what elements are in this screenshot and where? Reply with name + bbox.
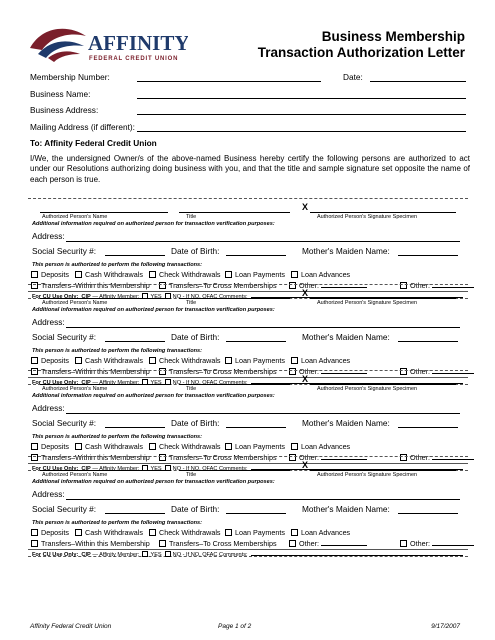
business-address-label: Business Address:: [30, 105, 99, 115]
checkbox[interactable]: [225, 357, 232, 364]
ofac-label: NO - If NO, OFAC Comments:: [172, 380, 248, 386]
checkbox[interactable]: [31, 357, 38, 364]
address-label: Address:: [32, 317, 65, 327]
authorized-transactions-heading: This person is authorized to perform the following transactions:: [32, 434, 203, 440]
checkbox[interactable]: [149, 443, 156, 450]
loan-payments-option[interactable]: Loan Payments: [225, 270, 285, 279]
ssn-label: Social Security #:: [32, 504, 97, 514]
maiden-name-label: Mother's Maiden Name:: [302, 332, 390, 342]
checkbox[interactable]: [159, 540, 166, 547]
signature-field[interactable]: [310, 298, 456, 299]
cip-member-text: — Affinity Member:: [92, 380, 140, 386]
check-withdrawals-option[interactable]: Check Withdrawals: [149, 528, 221, 537]
name-caption: Authorized Person's Name: [42, 386, 108, 392]
checkbox[interactable]: [289, 540, 296, 547]
checkbox[interactable]: [400, 540, 407, 547]
additional-info-heading: Additional information required on authorized person for transaction verification purposes:: [32, 307, 275, 313]
name-caption: Authorized Person's Name: [42, 214, 108, 220]
dob-label: Date of Birth:: [171, 418, 220, 428]
name-caption: Authorized Person's Name: [42, 300, 108, 306]
loan-payments-option[interactable]: Loan Payments: [225, 356, 285, 365]
ofac-label: NO - If NO, OFAC Comments:: [172, 466, 248, 472]
cip-label: CIP: [81, 380, 91, 386]
check-withdrawals-option[interactable]: Check Withdrawals: [149, 442, 221, 451]
loan-advances-option[interactable]: Loan Advances: [291, 356, 350, 365]
loan-advances-option[interactable]: Loan Advances: [291, 442, 350, 451]
ofac-label: NO - If NO, OFAC Comments:: [172, 294, 248, 300]
ssn-field[interactable]: [105, 341, 165, 342]
authorized-transactions-heading: This person is authorized to perform the following transactions:: [32, 520, 203, 526]
loan-advances-option[interactable]: Loan Advances: [291, 270, 350, 279]
dob-label: Date of Birth:: [171, 332, 220, 342]
title-caption: Title: [186, 214, 197, 220]
maiden-name-label: Mother's Maiden Name:: [302, 504, 390, 514]
date-label: Date:: [343, 72, 363, 82]
additional-info-heading: Additional information required on authorized person for transaction verification purposes:: [32, 221, 275, 227]
transfers-cross-option[interactable]: Transfers–To Cross Memberships: [159, 367, 277, 376]
check-withdrawals-option[interactable]: Check Withdrawals: [149, 356, 221, 365]
cash-withdrawals-option[interactable]: Cash Withdrawals: [75, 442, 143, 451]
check-withdrawals-option[interactable]: Check Withdrawals: [149, 270, 221, 279]
transfers-within-option[interactable]: Transfers–Within this Membership: [31, 453, 150, 462]
signature-caption: Authorized Person's Signature Specimen: [317, 300, 418, 306]
title-field[interactable]: [179, 384, 290, 385]
cash-withdrawals-option[interactable]: Cash Withdrawals: [75, 528, 143, 537]
address-field[interactable]: [66, 327, 460, 328]
cip-label: CIP: [81, 466, 91, 472]
ssn-label: Social Security #:: [32, 332, 97, 342]
yes-label: YES: [150, 552, 162, 558]
checkbox[interactable]: [31, 529, 38, 536]
footer-date: 9/17/2007: [431, 623, 460, 630]
ssn-field[interactable]: [105, 255, 165, 256]
mailing-address-row: [30, 119, 466, 136]
dob-label: Date of Birth:: [171, 504, 220, 514]
to-line: To: Affinity Federal Credit Union: [30, 138, 157, 148]
checkbox[interactable]: [225, 271, 232, 278]
signature-x-mark: X: [302, 202, 309, 212]
transfers-cross-option[interactable]: Transfers–To Cross Memberships: [159, 453, 277, 462]
membership-number-label: Membership Number:: [30, 72, 110, 82]
cu-use-only-row: [28, 549, 468, 558]
checkbox[interactable]: [75, 443, 82, 450]
title-field[interactable]: [179, 470, 290, 471]
business-address-field[interactable]: [137, 114, 466, 115]
signature-caption: Authorized Person's Signature Specimen: [317, 472, 418, 478]
title-caption: Title: [186, 386, 197, 392]
signature-field[interactable]: [310, 212, 456, 213]
transfers-within-option[interactable]: Transfers–Within this Membership: [31, 367, 150, 376]
checkbox[interactable]: [75, 357, 82, 364]
cash-withdrawals-option[interactable]: Cash Withdrawals: [75, 356, 143, 365]
business-name-row: [30, 86, 466, 103]
page-title: Business Membership Transaction Authorization Letter: [257, 29, 465, 60]
footer-page-number: Page 1 of 2: [218, 623, 252, 630]
other-option-2[interactable]: Other:: [400, 453, 474, 462]
yes-checkbox[interactable]: [142, 551, 148, 557]
signature-x-mark: X: [302, 288, 309, 298]
identity-row: [32, 332, 464, 344]
deposits-option[interactable]: Deposits: [31, 528, 69, 537]
address-field[interactable]: [66, 413, 460, 414]
business-name-field[interactable]: [137, 98, 466, 99]
checkbox[interactable]: [75, 271, 82, 278]
other-option-2[interactable]: Other:: [400, 539, 474, 548]
other-option-1[interactable]: Other:: [289, 539, 367, 548]
identity-row: [32, 246, 464, 258]
authorized-name-field[interactable]: [40, 212, 168, 213]
title-caption: Title: [186, 472, 197, 478]
other-option-2[interactable]: Other:: [400, 367, 474, 376]
address-label: Address:: [32, 403, 65, 413]
checkbox[interactable]: [75, 529, 82, 536]
footer-organization: Affinity Federal Credit Union: [30, 623, 112, 630]
maiden-name-field[interactable]: [398, 255, 458, 256]
maiden-name-label: Mother's Maiden Name:: [302, 418, 390, 428]
cip-member-text: — Affinity Member:: [92, 552, 140, 558]
other-option-1[interactable]: Other:: [289, 281, 367, 290]
deposits-option[interactable]: Deposits: [31, 356, 69, 365]
signature-x-mark: X: [302, 374, 309, 384]
intro-paragraph: I/We, the undersigned Owner/s of the above-named Business hereby certify the following persons are authorized to act under our Resolutions authorizing doing business with you, and that the title and sample signature set opposite the name of each person is true.: [30, 154, 470, 184]
authorized-name-field[interactable]: [40, 470, 168, 471]
ofac-label: NO - If NO, OFAC Comments:: [172, 552, 248, 558]
membership-number-row: [30, 69, 466, 86]
mailing-address-label: Mailing Address (if different):: [30, 121, 135, 132]
checkbox[interactable]: [225, 443, 232, 450]
transfers-cross-option[interactable]: Transfers–To Cross Memberships: [159, 539, 277, 548]
business-address-row: [30, 102, 466, 119]
address-field[interactable]: [66, 499, 460, 500]
deposits-option[interactable]: Deposits: [31, 442, 69, 451]
ssn-field[interactable]: [105, 427, 165, 428]
logo-text: AFFINITY: [88, 31, 188, 55]
identity-row: [32, 418, 464, 430]
address-label: Address:: [32, 231, 65, 241]
additional-info-heading: Additional information required on authorized person for transaction verification purposes:: [32, 479, 275, 485]
mailing-address-field[interactable]: [137, 131, 466, 132]
address-field[interactable]: [66, 241, 460, 242]
loan-payments-option[interactable]: Loan Payments: [225, 528, 285, 537]
cip-member-text: — Affinity Member:: [92, 294, 140, 300]
other-field-2[interactable]: [432, 545, 474, 546]
other-option-1[interactable]: Other:: [289, 453, 367, 462]
deposits-option[interactable]: Deposits: [31, 270, 69, 279]
signature-field[interactable]: [310, 470, 456, 471]
signature-caption: Authorized Person's Signature Specimen: [317, 214, 418, 220]
maiden-name-field[interactable]: [398, 341, 458, 342]
address-label: Address:: [32, 489, 65, 499]
title-field[interactable]: [179, 212, 290, 213]
yes-label: YES: [150, 294, 162, 300]
cu-use-label: For CU Use Only:: [32, 294, 79, 300]
checkbox[interactable]: [291, 529, 298, 536]
authorized-name-field[interactable]: [40, 298, 168, 299]
checkbox[interactable]: [149, 357, 156, 364]
cip-label: CIP: [81, 294, 91, 300]
transfers-cross-option[interactable]: Transfers–To Cross Memberships: [159, 281, 277, 290]
title-caption: Title: [186, 300, 197, 306]
business-name-label: Business Name:: [30, 88, 91, 99]
signature-x-mark: X: [302, 460, 309, 470]
signature-field[interactable]: [310, 384, 456, 385]
cash-withdrawals-option[interactable]: Cash Withdrawals: [75, 270, 143, 279]
checkbox[interactable]: [149, 271, 156, 278]
other-option-2[interactable]: Other:: [400, 281, 474, 290]
cu-use-label: For CU Use Only:: [32, 466, 79, 472]
ssn-label: Social Security #:: [32, 246, 97, 256]
transfers-within-option[interactable]: Transfers–Within this Membership: [31, 281, 150, 290]
date-field[interactable]: [370, 81, 466, 82]
ssn-field[interactable]: [105, 513, 165, 514]
cu-use-label: For CU Use Only:: [32, 380, 79, 386]
authorized-transactions-heading: This person is authorized to perform the following transactions:: [32, 348, 203, 354]
loan-payments-option[interactable]: Loan Payments: [225, 442, 285, 451]
additional-info-heading: Additional information required on authorized person for transaction verification purposes:: [32, 393, 275, 399]
authorized-transactions-heading: This person is authorized to perform the following transactions:: [32, 262, 203, 268]
cip-member-text: — Affinity Member:: [92, 466, 140, 472]
other-option-1[interactable]: Other:: [289, 367, 367, 376]
title-field[interactable]: [179, 298, 290, 299]
maiden-name-label: Mother's Maiden Name:: [302, 246, 390, 256]
checkbox[interactable]: [31, 540, 38, 547]
checkbox[interactable]: [291, 271, 298, 278]
cip-label: CIP: [81, 552, 91, 558]
dob-field[interactable]: [226, 255, 286, 256]
checkbox[interactable]: [291, 443, 298, 450]
maiden-name-field[interactable]: [398, 427, 458, 428]
ssn-label: Social Security #:: [32, 418, 97, 428]
signature-caption: Authorized Person's Signature Specimen: [317, 386, 418, 392]
authorized-name-field[interactable]: [40, 384, 168, 385]
transfers-within-option[interactable]: Transfers–Within this Membership: [31, 539, 150, 548]
maiden-name-field[interactable]: [398, 513, 458, 514]
dob-label: Date of Birth:: [171, 246, 220, 256]
name-caption: Authorized Person's Name: [42, 472, 108, 478]
identity-row: [32, 504, 464, 516]
logo-subtext: FEDERAL CREDIT UNION: [89, 56, 179, 62]
loan-advances-option[interactable]: Loan Advances: [291, 528, 350, 537]
yes-label: YES: [150, 466, 162, 472]
authorized-person-block: [28, 456, 468, 557]
membership-number-field[interactable]: [137, 81, 321, 82]
other-field-1[interactable]: [321, 545, 367, 546]
checkbox[interactable]: [291, 357, 298, 364]
checkbox[interactable]: [31, 271, 38, 278]
cu-use-label: For CU Use Only:: [32, 552, 79, 558]
ofac-comments-field[interactable]: [251, 555, 463, 556]
affinity-logo: [28, 22, 188, 70]
membership-info: [30, 69, 466, 135]
no-checkbox[interactable]: [165, 551, 171, 557]
dob-field[interactable]: [226, 513, 286, 514]
dob-field[interactable]: [226, 427, 286, 428]
dob-field[interactable]: [226, 341, 286, 342]
checkbox[interactable]: [31, 443, 38, 450]
checkbox[interactable]: [149, 529, 156, 536]
checkbox[interactable]: [225, 529, 232, 536]
yes-label: YES: [150, 380, 162, 386]
